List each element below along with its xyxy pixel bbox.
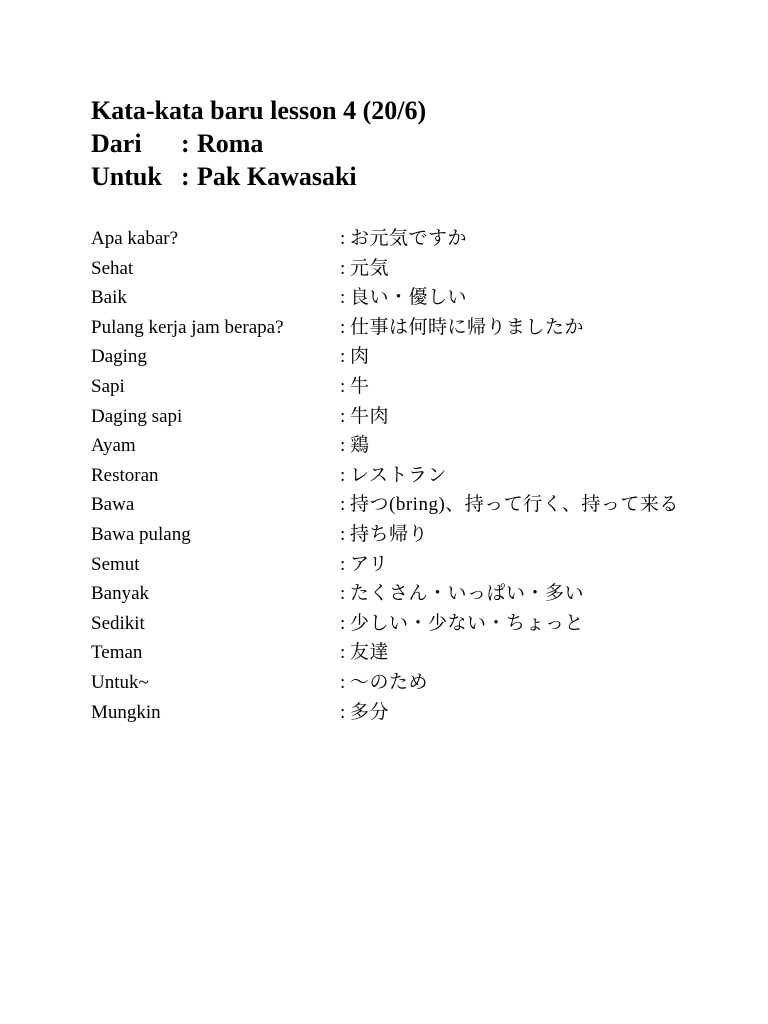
vocab-term: Semut xyxy=(91,553,140,575)
to-separator: : xyxy=(181,162,190,191)
vocab-colon: : xyxy=(340,375,351,397)
vocab-row xyxy=(91,579,691,609)
vocab-meaning: アリ xyxy=(350,553,389,575)
vocab-colon: : xyxy=(340,405,351,427)
vocab-row xyxy=(91,224,691,254)
vocab-colon: : xyxy=(340,257,351,279)
vocab-term: Mungkin xyxy=(91,701,161,723)
vocab-colon: : xyxy=(340,671,351,693)
document-title: Kata-kata baru lesson 4 (20/6) xyxy=(91,96,427,125)
vocab-meaning: ～のため xyxy=(350,671,429,693)
vocab-row xyxy=(91,609,691,639)
vocab-meaning: 友達 xyxy=(350,642,390,664)
vocab-term: Apa kabar? xyxy=(91,228,179,249)
vocab-term: Bawa xyxy=(91,494,135,516)
vocab-colon: : xyxy=(340,612,351,634)
vocab-term: Banyak xyxy=(91,583,150,605)
vocab-term: Bawa pulang xyxy=(91,523,191,545)
vocab-row xyxy=(91,283,691,313)
vocab-meaning: 持ち帰り xyxy=(350,523,429,545)
vocab-term: Sapi xyxy=(91,375,125,397)
vocab-term: Daging xyxy=(91,346,147,368)
vocab-meaning: 持つ(bring)、持って行く、持って来る xyxy=(350,494,679,516)
vocab-term: Restoran xyxy=(91,464,159,486)
vocab-row xyxy=(91,520,691,550)
to-line xyxy=(91,160,711,193)
vocab-colon: : xyxy=(340,346,351,368)
vocab-colon: : xyxy=(340,523,351,545)
vocab-colon: : xyxy=(340,583,351,605)
title-line xyxy=(91,94,711,127)
vocab-row xyxy=(91,698,691,728)
vocab-colon: : xyxy=(340,316,351,338)
vocab-row xyxy=(91,550,691,580)
vocab-term: Ayam xyxy=(91,435,136,457)
vocab-row xyxy=(91,372,691,402)
vocab-meaning: 元気 xyxy=(350,257,390,279)
from-separator: : xyxy=(181,129,190,158)
vocab-meaning: 良い・優しい xyxy=(350,287,468,309)
vocab-term: Sedikit xyxy=(91,612,145,634)
vocab-row xyxy=(91,254,691,284)
vocab-colon: : xyxy=(340,701,351,723)
vocab-meaning: 少しい・少ない・ちょっと xyxy=(350,612,585,634)
vocab-meaning: 多分 xyxy=(350,701,390,723)
vocab-meaning: お元気ですか xyxy=(350,228,468,249)
vocab-meaning: 鶏 xyxy=(350,435,370,457)
vocab-row xyxy=(91,638,691,668)
vocab-colon: : xyxy=(340,287,351,309)
vocab-colon: : xyxy=(340,553,351,575)
from-line xyxy=(91,127,711,160)
to-label: Untuk xyxy=(91,162,162,191)
vocab-meaning: 牛 xyxy=(350,375,370,397)
vocab-meaning: 牛肉 xyxy=(350,405,390,427)
from-value: Roma xyxy=(197,129,264,158)
vocab-row xyxy=(91,313,691,343)
vocab-list xyxy=(91,224,691,727)
vocab-row xyxy=(91,431,691,461)
vocab-colon: : xyxy=(340,642,351,664)
vocab-term: Untuk~ xyxy=(91,671,149,693)
vocab-row xyxy=(91,668,691,698)
vocab-row xyxy=(91,461,691,491)
to-value: Pak Kawasaki xyxy=(197,162,357,191)
vocab-row xyxy=(91,490,691,520)
vocab-row xyxy=(91,342,691,372)
vocab-term: Teman xyxy=(91,642,143,664)
vocab-term: Daging sapi xyxy=(91,405,183,427)
vocab-colon: : xyxy=(340,464,351,486)
from-label: Dari xyxy=(91,129,142,158)
vocab-colon: : xyxy=(340,228,351,249)
vocab-meaning: 仕事は何時に帰りましたか xyxy=(350,316,585,338)
vocab-term: Sehat xyxy=(91,257,134,279)
vocab-term: Baik xyxy=(91,287,127,309)
vocab-meaning: 肉 xyxy=(350,346,370,368)
vocab-term: Pulang kerja jam berapa? xyxy=(91,316,284,338)
document-header xyxy=(91,94,711,193)
vocab-row xyxy=(91,402,691,432)
vocab-colon: : xyxy=(340,494,351,516)
vocab-meaning: たくさん・いっぱい・多い xyxy=(350,583,585,605)
vocab-colon: : xyxy=(340,435,351,457)
vocab-meaning: レストラン xyxy=(350,464,447,486)
